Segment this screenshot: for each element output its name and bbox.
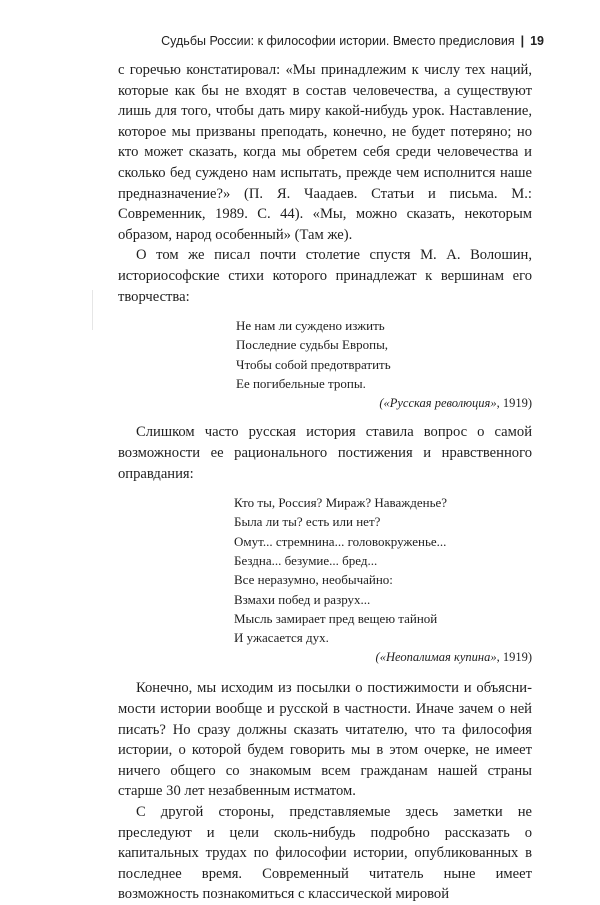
- poem-line: Взмахи побед и разрух...: [234, 591, 371, 607]
- poem-line: Последние судьбы Европы,: [236, 337, 389, 353]
- poem-attribution-year: , 1919): [496, 650, 532, 665]
- paragraph-other-side: С другой стороны, представляемые здесь заметки не преследуют и цели сколь-нибудь подробно рассказать о капитальных трудах по философии истории, опубликованных в последнее время. Современный читатель ныне имеет возможность познакомиться с классической мировой: [118, 804, 532, 903]
- poem-line: И ужасается дух.: [234, 630, 329, 646]
- poem-line: Не нам ли суждено изжить: [236, 318, 385, 334]
- poem-line: Была ли ты? есть или нет?: [234, 514, 381, 530]
- poem-neopalimaya-kupina: [118, 493, 532, 666]
- poem-line: Мысль замирает пред вещею тайной: [234, 610, 438, 626]
- scan-artifact: [92, 290, 93, 330]
- poem-line: Омут... стремнина... головокруженье...: [234, 533, 447, 549]
- poem-russian-revolution: [118, 316, 532, 412]
- poem-line: Бездна... безумие... бред...: [234, 552, 378, 568]
- body-text: [118, 60, 532, 905]
- poem-attribution-year: , 1919): [496, 396, 532, 411]
- poem-attribution-title: («Неопалимая купина»: [375, 650, 497, 665]
- paragraph-russian-history: Слишком часто русская история ставила вопрос о самой возможности ее рационального постижения и нравственного оправдания:: [118, 424, 532, 482]
- poem-line: Все неразумно, необычайно:: [234, 572, 393, 588]
- paragraph-voloshin-intro: О том же писал почти столетие спустя М. А. Волошин, историософские стихи которого принадлежат к вершинам его творчества:: [118, 247, 532, 305]
- header-separator: |: [520, 34, 525, 48]
- poem-attribution: [118, 648, 532, 666]
- poem-line: Кто ты, Россия? Мираж? Наважденье?: [234, 495, 448, 511]
- poem-line: Чтобы собой предотвратить: [236, 356, 391, 372]
- running-title: Судьбы России: к философии истории. Вместо предисловия: [161, 34, 515, 48]
- paragraph-chaadaev-quote: с горечью констатировал: «Мы принадлежим к числу тех наций, которые как бы не входят в состав человечества, а существуют лишь для того, чтобы дать миру какой-нибудь урок. Наставление, которое мы призваны преподать, конечно, не будет потеряно; но кто может сказать, когда мы обретем себя среди человечества и сколько бед суждено нам испытать, прежде чем исполнится наше предназначение?» (П. Я. Чаадаев. Статьи и письма. М.: Современник, 1989. С. 44). «Мы, можно сказать, некоторым образом, народ особенный» (Там же).: [118, 62, 532, 243]
- paragraph-comprehensibility: Конечно, мы исходим из посылки о постижимости и объяснимости истории вообще и русской в частности. Иначе зачем о ней писать? Но сразу должны сказать читателю, что та философия истории, о которой будем говорить мы в этом очерке, не имеет ничего общего со знакомым всем гражданам нашей страны старше 30 лет незабвенным истматом.: [118, 680, 532, 800]
- running-head: [161, 34, 544, 48]
- poem-line: Ее погибельные тропы.: [236, 376, 366, 392]
- poem-attribution: [118, 394, 532, 412]
- poem-attribution-title: («Русская революция»: [379, 396, 497, 411]
- page-number: 19: [530, 34, 544, 48]
